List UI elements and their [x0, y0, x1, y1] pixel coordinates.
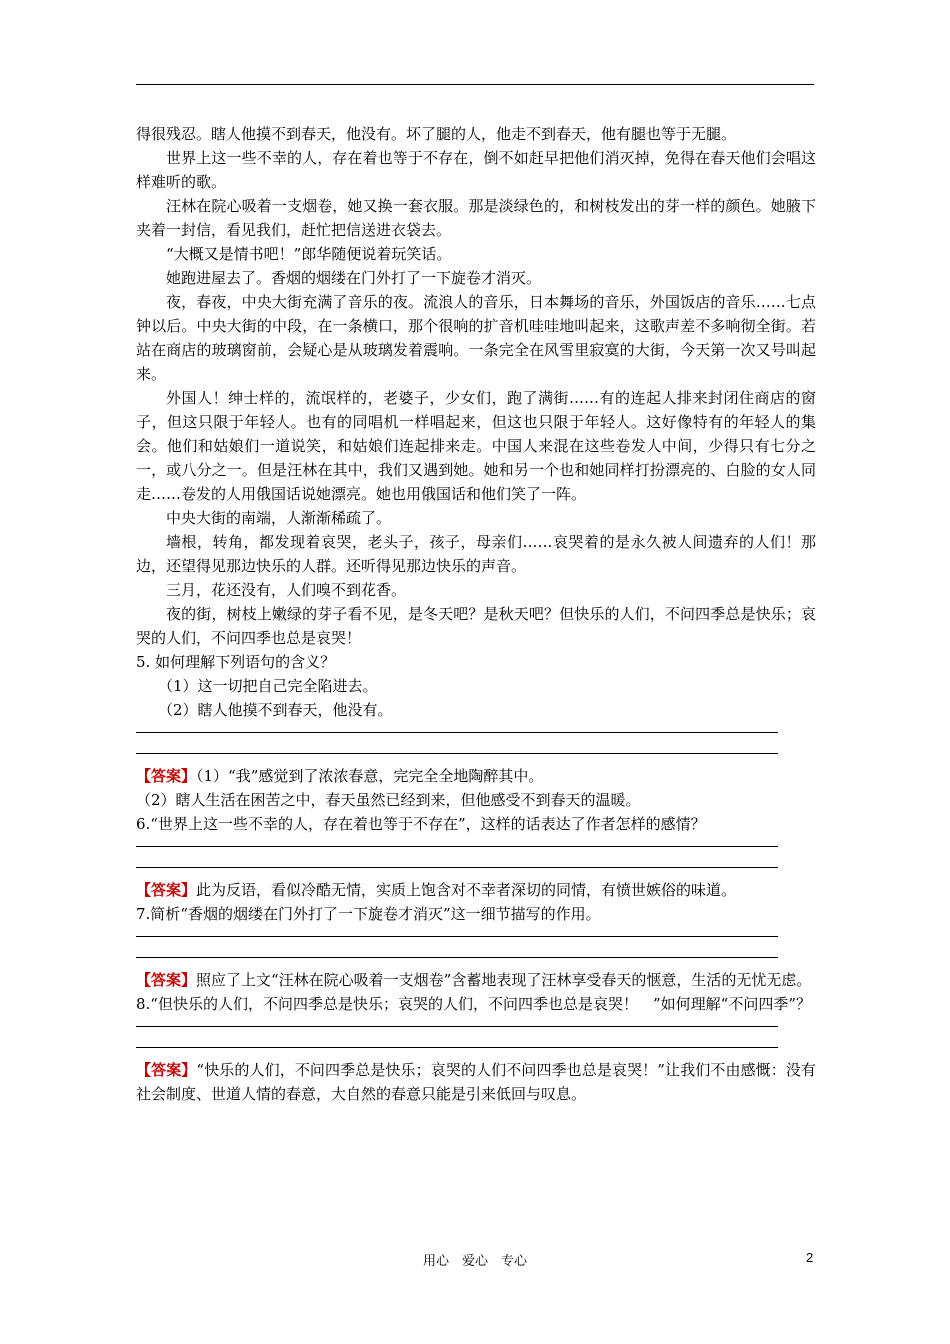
answer-lines	[136, 722, 816, 764]
passage-paragraph: “大概又是情书吧！”郎华随便说着玩笑话。	[166, 245, 452, 263]
question-6-stem: 6.“世界上这一些不幸的人，存在着也等于不存在”，这样的话表达了作者怎样的感情？	[136, 815, 706, 833]
passage-paragraph: 夜的街，树枝上嫩绿的芽子看不见，是冬天吧？是秋天吧？但快乐的人们，不问四季总是快乐；哀哭的人们，不问四季也总是哀哭！	[136, 605, 816, 647]
answer-text: 此为反语，看似冷酷无情，实质上饱含对不幸者深切的同情，有愤世嫉俗的味道。	[196, 881, 737, 899]
answer-text: “快乐的人们，不问四季总是快乐；哀哭的人们不问四季也总是哀哭！”让我们不由感慨：没有社会制度、世道人情的春意，大自然的春意只能是引来低回与叹息。	[136, 1061, 816, 1103]
question-8-stem: 8.“但快乐的人们，不问四季总是快乐；哀哭的人们，不问四季也总是哀哭！ ”如何理解“不问四季”？	[136, 995, 811, 1013]
passage-paragraph: 墙根，转角，都发现着哀哭，老头子，孩子，母亲们……哀哭着的是永久被人间遗弃的人们！那边，还望得见那边快乐的人群。还听得见那边快乐的声音。	[136, 533, 816, 575]
answer-line	[136, 753, 778, 754]
question-7-stem: 7.简析“香烟的烟缕在门外打了一下旋卷才消灭”这一细节描写的作用。	[136, 905, 601, 923]
question-6-answer	[136, 878, 816, 902]
question-5-item-1: （1）这一切把自己完全陷进去。	[158, 677, 378, 695]
answer-lines	[136, 836, 816, 878]
header-rule	[136, 84, 814, 85]
question-5-stem: 5. 如何理解下列语句的含义？	[136, 653, 336, 671]
answer-tag: 【答案】	[136, 767, 197, 785]
page-content	[136, 122, 816, 1106]
passage-paragraph: 三月，花还没有，人们嗅不到花香。	[166, 581, 407, 599]
answer-text: （1）“我”感觉到了浓浓春意，完完全全地陶醉其中。	[196, 767, 544, 785]
question-8-answer	[136, 1058, 816, 1106]
passage-paragraph: 外国人！绅士样的，流氓样的，老婆子，少女们，跑了满街……有的连起人排来封闭住商店的窗子，但这只限于年轻人。也有的同唱机一样唱起来，但这也只限于年轻人。这好像特有的年轻人的集会。他们和姑娘们一道说笑，和姑娘们连起排来走。中国人来混在这些卷发人中间，少得只有七分之一，或八分之一。但是汪林在其中，我们又遇到她。她和另一个也和她同样打扮漂亮的、白脸的女人同走……卷发的人用俄国话说她漂亮。她也用俄国话和他们笑了一阵。	[136, 389, 816, 503]
passage-paragraph: 汪林在院心吸着一支烟卷，她又换一套衣服。那是淡绿色的，和树枝发出的芽一样的颜色。她腋下夹着一封信，看见我们，赶忙把信送进衣袋去。	[136, 197, 816, 239]
passage-paragraph: 得很残忍。瞎人他摸不到春天，他没有。坏了腿的人，他走不到春天，他有腿也等于无腿。	[136, 125, 737, 143]
passage-paragraph: 夜，春夜，中央大街充满了音乐的夜。流浪人的音乐，日本舞场的音乐，外国饭店的音乐……七点钟以后。中央大街的中段，在一条横口，那个很响的扩音机哇哇地叫起来，这歌声差不多响彻全街。若站在商店的玻璃窗前，会疑心是从玻璃发着震响。一条完全在风雪里寂寞的大街，今天第一次又号叫起来。	[136, 293, 816, 383]
question-5-answer-2: （2）瞎人生活在困苦之中，春天虽然已经到来，但他感受不到春天的温暖。	[136, 791, 641, 809]
answer-line	[136, 1047, 778, 1048]
answer-tag: 【答案】	[136, 1061, 197, 1079]
answer-tag: 【答案】	[136, 881, 197, 899]
question-5-answer-1	[136, 764, 816, 788]
answer-lines	[136, 1016, 816, 1058]
answer-tag: 【答案】	[136, 971, 197, 989]
page-footer: 用心 爱心 专心	[422, 1254, 527, 1269]
question-5-item-2: （2）瞎人他摸不到春天，他没有。	[158, 701, 393, 719]
passage-paragraph: 世界上这一些不幸的人，存在着也等于不存在，倒不如赶早把他们消灭掉，免得在春天他们会唱这样难听的歌。	[136, 149, 816, 191]
answer-lines	[136, 926, 816, 968]
answer-text: 照应了上文“汪林在院心吸着一支烟卷”含蓄地表现了汪林享受春天的惬意，生活的无忧无虑。	[196, 971, 812, 989]
answer-line	[136, 957, 778, 958]
question-7-answer	[136, 968, 816, 992]
page-number: 2	[806, 1250, 814, 1265]
passage-paragraph: 中央大街的南端，人渐渐稀疏了。	[166, 509, 392, 527]
passage-paragraph: 她跑进屋去了。香烟的烟缕在门外打了一下旋卷才消灭。	[166, 269, 542, 287]
answer-line	[136, 867, 778, 868]
